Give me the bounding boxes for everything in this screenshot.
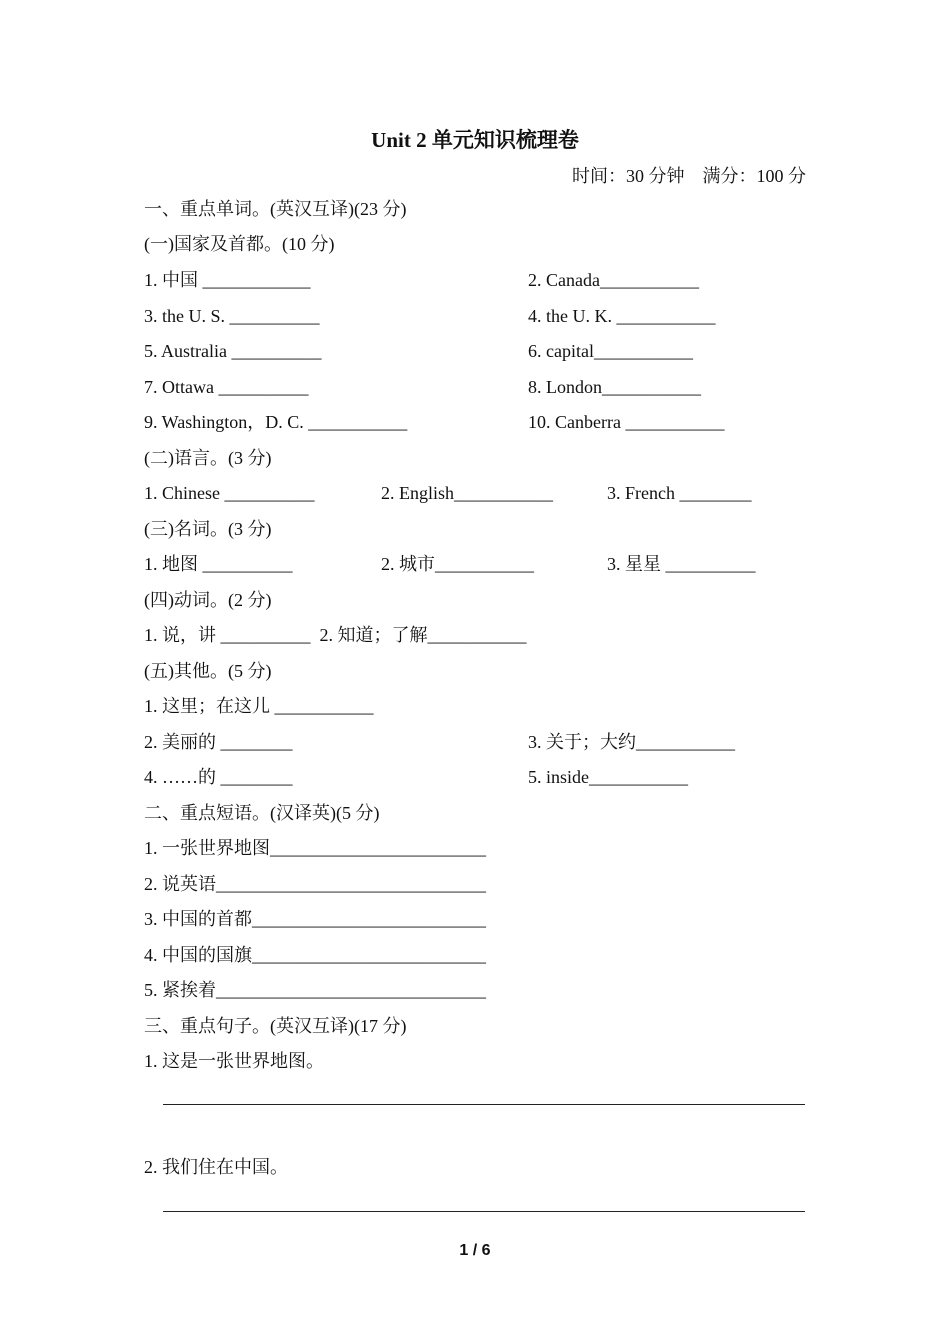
question-item: 1. Chinese __________ [144,483,315,503]
question-item: 2. 城市___________ [381,554,534,574]
exam-meta [572,162,806,188]
time-limit: 时间：30 分钟 [572,166,685,186]
question-item: 5. inside___________ [528,767,688,787]
subsection-heading-verbs: (四)动词。(2 分) [144,590,272,610]
question-item: 4. the U. K. ___________ [528,306,716,326]
question-item: 2. 美丽的 ________ [144,732,293,752]
question-item: 1. 地图 __________ [144,554,293,574]
question-item: 2. English___________ [381,483,554,503]
page-title: Unit 2 单元知识梳理卷 [371,128,579,152]
section-heading-phrases: 二、重点短语。(汉译英)(5 分) [144,803,380,823]
section-heading-words: 一、重点单词。(英汉互译)(23 分) [144,199,407,219]
question-item: 1. 这里；在这儿 ___________ [144,696,374,716]
subsection-heading-others: (五)其他。(5 分) [144,661,272,681]
question-item: 2. 说英语______________________________ [144,874,486,894]
question-item: 8. London___________ [528,377,701,397]
question-item: 2. Canada___________ [528,270,699,290]
question-item: 3. 中国的首都__________________________ [144,909,486,929]
question-item: 9. Washington，D. C. ___________ [144,412,408,432]
question-item: 3. 星星 __________ [607,554,756,574]
question-item: 6. capital___________ [528,341,693,361]
question-item: 5. 紧挨着______________________________ [144,980,486,1000]
answer-line [163,1104,805,1105]
question-item: 3. the U. S. __________ [144,306,320,326]
page-number: 1 / 6 [459,1242,491,1259]
subsection-heading-nouns: (三)名词。(3 分) [144,519,272,539]
section-heading-sentences: 三、重点句子。(英汉互译)(17 分) [144,1016,407,1036]
question-item: 1. 说，讲 __________ 2. 知道；了解___________ [144,625,527,645]
full-score: 满分：100 分 [702,166,806,186]
question-item: 2. 我们住在中国。 [144,1157,288,1177]
question-item: 3. French ________ [607,483,752,503]
answer-line [163,1211,805,1212]
question-item: 7. Ottawa __________ [144,377,309,397]
subsection-heading-countries: (一)国家及首都。(10 分) [144,234,335,254]
subsection-heading-languages: (二)语言。(3 分) [144,448,272,468]
question-item: 1. 这是一张世界地图。 [144,1051,324,1071]
question-item: 1. 一张世界地图________________________ [144,838,486,858]
question-item: 1. 中国 ____________ [144,270,311,290]
question-item: 3. 关于；大约___________ [528,732,735,752]
question-item: 5. Australia __________ [144,341,322,361]
question-item: 4. ……的 ________ [144,767,293,787]
question-item: 10. Canberra ___________ [528,412,725,432]
question-item: 4. 中国的国旗__________________________ [144,945,486,965]
